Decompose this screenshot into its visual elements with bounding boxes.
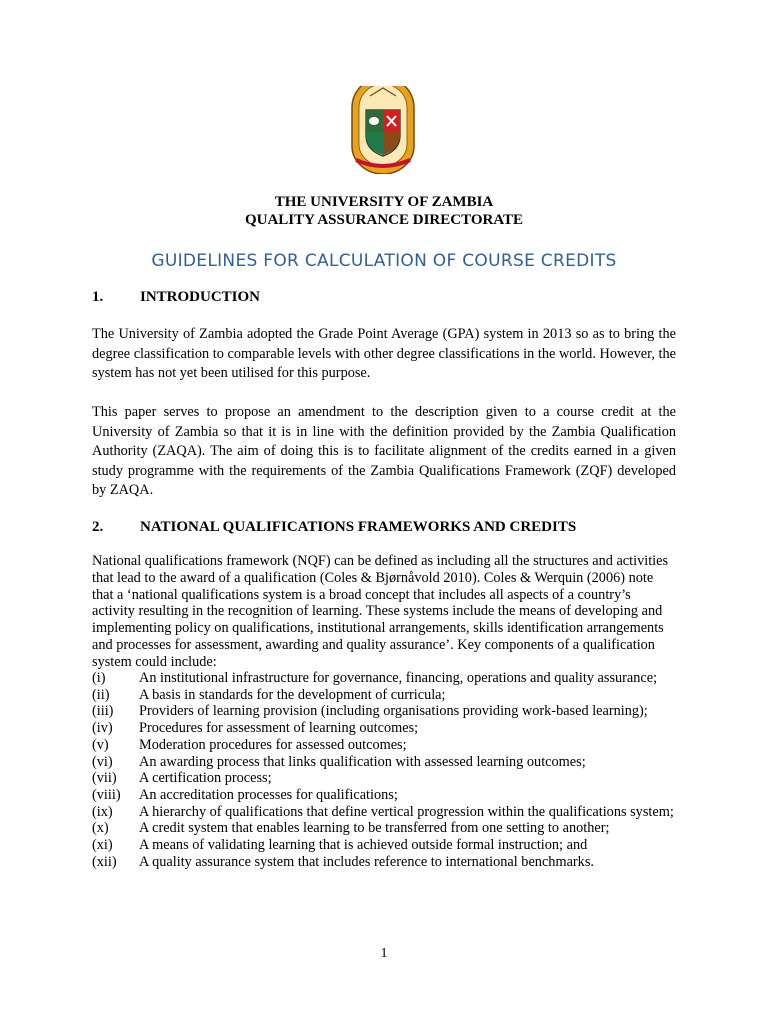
intro-paragraph-2: This paper serves to propose an amendment to the description given to a course credit at the University of Zambia so that it is in line with the definition provided by the Zambia Qualification Authority (ZAQA). The aim of doing this is to facilitate alignment of the credits earned in a given study programme with the requirements of the Zambia Qualifications Framework (ZQF) developed by ZAQA. [92,404,676,498]
list-item: (viii) An accreditation processes for qualifications; [92,786,398,803]
section-1-heading [92,288,260,306]
document-title: GUIDELINES FOR CALCULATION OF COURSE CREDITS [151,251,617,271]
nqf-paragraph: National qualifications framework (NQF) can be defined as including all the structures and activities that lead to the award of a qualification (Coles & Bjørnåvold 2010). Coles & Werquin (2006) note that a ‘national qualifications system is a broad concept that includes all aspects of a country’s activity resulting in the recognition of learning. These systems include the means of developing and implementing policy on qualifications, institutional arrangements, skills identification arrangements and processes for assessment, awarding and quality assurance’. Key components of a qualification system could include: [92,553,669,670]
section-number: 2. [92,519,104,535]
key-components-list [92,670,676,870]
university-crest-logo [346,86,420,174]
section-title: INTRODUCTION [140,289,261,305]
university-name: THE UNIVERSITY OF ZAMBIA [274,194,494,210]
list-item: (v) Moderation procedures for assessed outcomes; [92,736,407,753]
list-item: (ii) A basis in standards for the development of curricula; [92,686,446,703]
section-2-heading [92,518,576,536]
list-item: (vi) An awarding process that links qualification with assessed learning outcomes; [92,753,586,770]
list-item: (iii) Providers of learning provision (including organisations providing work-based learning); [92,703,648,720]
list-item: (xii) A quality assurance system that includes reference to international benchmarks. [92,853,594,870]
list-item: (xi) A means of validating learning that is achieved outside formal instruction; and [92,837,588,854]
intro-paragraph-1: The University of Zambia adopted the Grade Point Average (GPA) system in 2013 so as to bring the degree classification to comparable levels with other degree classifications in the world. However, the system has not yet been utilised for this purpose. [92,326,676,381]
list-item: (vii) A certification process; [92,770,272,787]
page-number: 1 [380,946,388,961]
section-number: 1. [92,289,104,305]
list-item: (i) An institutional infrastructure for governance, financing, operations and quality assurance; [92,670,658,686]
section-title: NATIONAL QUALIFICATIONS FRAMEWORKS AND CREDITS [140,519,577,535]
list-item: (iv) Procedures for assessment of learning outcomes; [92,720,419,737]
directorate-name: QUALITY ASSURANCE DIRECTORATE [244,212,524,228]
list-item: (ix) A hierarchy of qualifications that define vertical progression within the qualifications system; [92,803,674,820]
list-item: (x) A credit system that enables learning to be transferred from one setting to another; [92,820,610,837]
